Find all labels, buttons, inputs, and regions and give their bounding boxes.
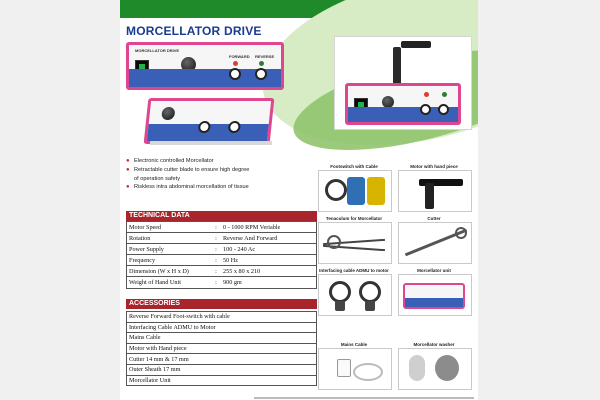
photo-led-red [424, 92, 429, 97]
device-angled-base [150, 141, 272, 145]
tenaculum-icon [318, 222, 392, 264]
mains-cable-icon [318, 348, 392, 390]
footswitch-icon [318, 170, 392, 212]
motor-handpiece-icon [398, 170, 472, 212]
technical-data-heading: TECHNICAL DATA [126, 211, 317, 221]
table-row: Rotation : Reverse And Forward [127, 233, 317, 244]
table-row: Interfacing Cable ADMU to Motor [127, 322, 317, 333]
table-row: Outer Sheath 17 mm [127, 364, 317, 375]
washer-icon [398, 348, 472, 390]
accessories-table [126, 311, 317, 386]
photo-device [345, 83, 461, 125]
feature-item: ● Electronic controlled Morcellator [126, 158, 214, 164]
cutter-icon [398, 222, 472, 264]
table-row: Frequency : 50 Hz [127, 255, 317, 266]
table-row: Motor with Hand piece [127, 343, 317, 354]
probe-shaft [401, 41, 431, 48]
bullet-icon: ● [126, 184, 130, 191]
table-row: Cutter 14 mm & 17 mm [127, 354, 317, 365]
unit-icon [398, 274, 472, 316]
table-row: Morcellator Unit [127, 375, 317, 386]
technical-data-table [126, 221, 317, 289]
table-row: Dimension (W x H x D) : 255 x 80 x 210 [127, 266, 317, 277]
feature-item: ● Riskless intra abdominal morcellation of tissue [126, 184, 249, 191]
feature-item-continued: of operation safety [134, 175, 181, 182]
probe-handle [393, 47, 401, 85]
thumb-footswitch: Footswitch with Cable [318, 163, 390, 212]
device-socket-left [229, 68, 241, 80]
thumb-interface-cable: Interfacing cable ADMU to motor [318, 267, 390, 316]
photo-led-green [442, 92, 447, 97]
device-forward-label: FORWARD [229, 54, 250, 59]
page-title: MORCELLATOR DRIVE [126, 24, 262, 38]
device-angled-knob [161, 107, 175, 120]
bullet-icon: ● [126, 166, 130, 173]
table-row: Power Supply : 100 - 240 Ac [127, 244, 317, 255]
accessories-heading: ACCESSORIES [126, 299, 317, 309]
feature-list [126, 157, 316, 192]
led-green [259, 61, 264, 66]
device-brand-label: MORCELLATOR DRIVE [135, 48, 180, 53]
thumb-cutter: Cutter [398, 215, 470, 264]
led-red [233, 61, 238, 66]
table-row: Mains Cable [127, 333, 317, 344]
thumb-motor-handpiece: Motor with hand piece [398, 163, 470, 212]
feature-item: ● Retractable cutter blade to ensure high degree [126, 166, 250, 173]
thumb-washer: Morcellator washer [398, 341, 470, 390]
device-reverse-label: REVERSE [255, 54, 275, 59]
table-row: Motor Speed : 0 - 1000 RPM Veriable [127, 222, 317, 233]
device-angled-image [144, 98, 275, 144]
cable-icon [318, 274, 392, 316]
table-row: Reverse Forward Foot-switch with cable [127, 312, 317, 323]
thumb-mains-cable: Mains Cable [318, 341, 390, 390]
photo-socket-2 [438, 104, 449, 115]
device-front-image [126, 42, 284, 90]
photo-socket-1 [420, 104, 431, 115]
bottom-rule [254, 397, 474, 399]
product-sheet [120, 0, 478, 400]
bullet-icon: ● [126, 158, 130, 164]
thumb-tenaculum: Tenaculum for Morcellator [318, 215, 390, 264]
device-socket-right [255, 68, 267, 80]
product-photo [334, 36, 472, 130]
table-row: Weight of Hand Unit : 900 gm [127, 277, 317, 288]
thumb-morcellator-unit: Morcellator unit [398, 267, 470, 316]
